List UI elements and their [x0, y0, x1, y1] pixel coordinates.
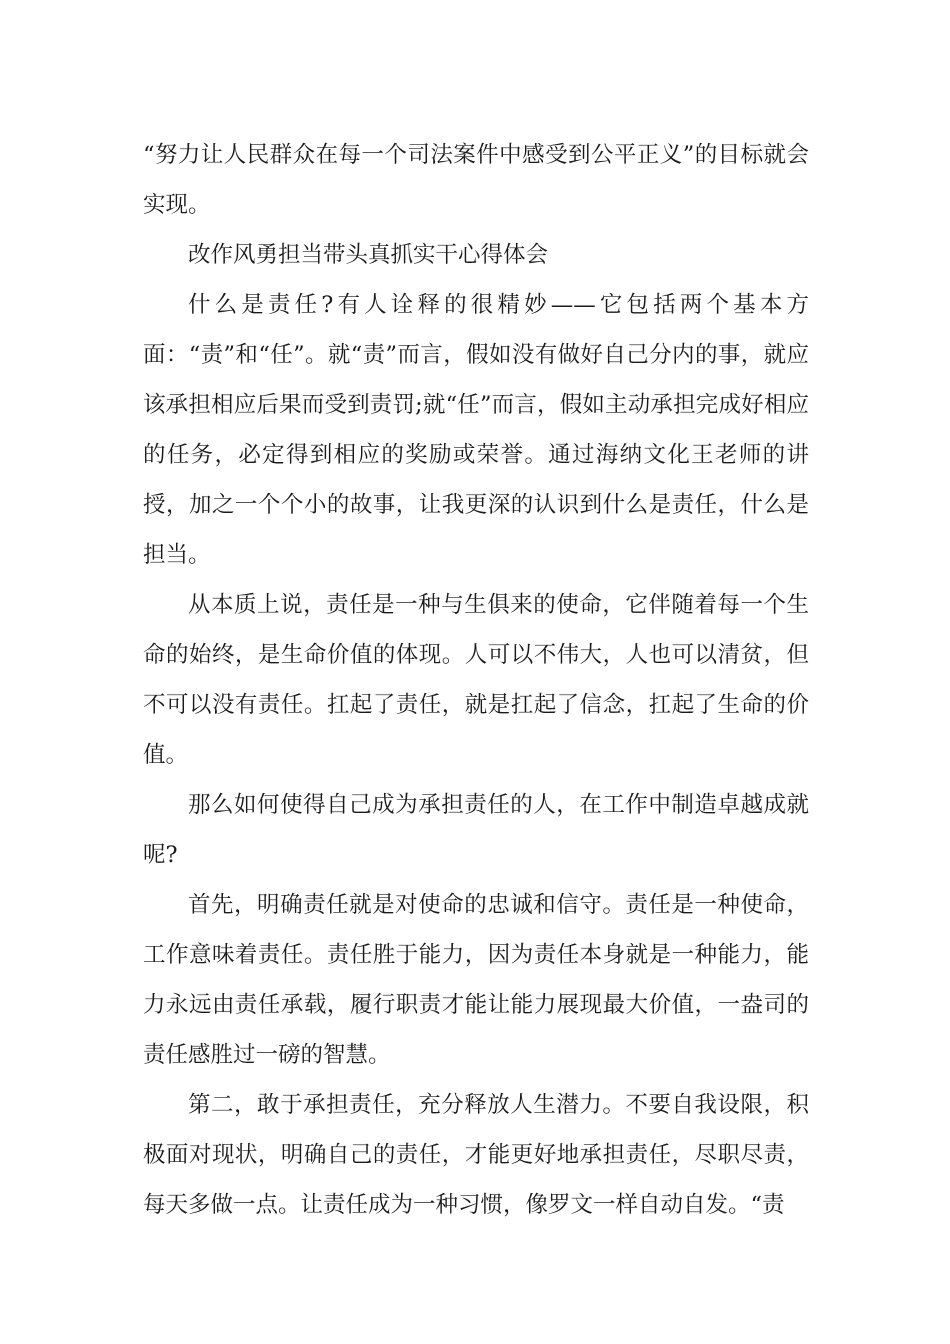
paragraph: 什么是责任?有人诠释的很精妙——它包括两个基本方面：“责”和“任”。就“责”而言，假如没有做好自己分内的事，就应该承担相应后果而受到责罚;就“任”而言，假如主动承担完成好相应的任务，必定得到相应的奖励或荣誉。通过海纳文化王老师的讲授，加之一个个小的故事，让我更深的认识到什么是责任，什么是担当。 [143, 292, 809, 568]
paragraph: 那么如何使得自己成为承担责任的人，在工作中制造卓越成就呢? [143, 792, 809, 868]
paragraph: 首先，明确责任就是对使命的忠诚和信守。责任是一种使命，工作意味着责任。责任胜于能力，因为责任本身就是一种能力，能力永远由责任承载，履行职责才能让能力展现最大价值，一盎司的责任感胜过一磅的智慧。 [143, 892, 809, 1068]
article-title: 改作风勇担当带头真抓实干心得体会 [188, 242, 549, 268]
paragraph-continuation: “努力让人民群众在每一个司法案件中感受到公平正义”的目标就会实现。 [143, 142, 809, 218]
paragraph: 第二，敢于承担责任，充分释放人生潜力。不要自我设限，积极面对现状，明确自己的责任，才能更好地承担责任，尽职尽责，每天多做一点。让责任成为一种习惯，像罗文一样自动自发。“责 [143, 1092, 809, 1218]
paragraph: 从本质上说，责任是一种与生俱来的使命，它伴随着每一个生命的始终，是生命价值的体现。人可以不伟大，人也可以清贫，但不可以没有责任。扛起了责任，就是扛起了信念，扛起了生命的价值。 [143, 592, 809, 768]
document-body [143, 130, 809, 1230]
